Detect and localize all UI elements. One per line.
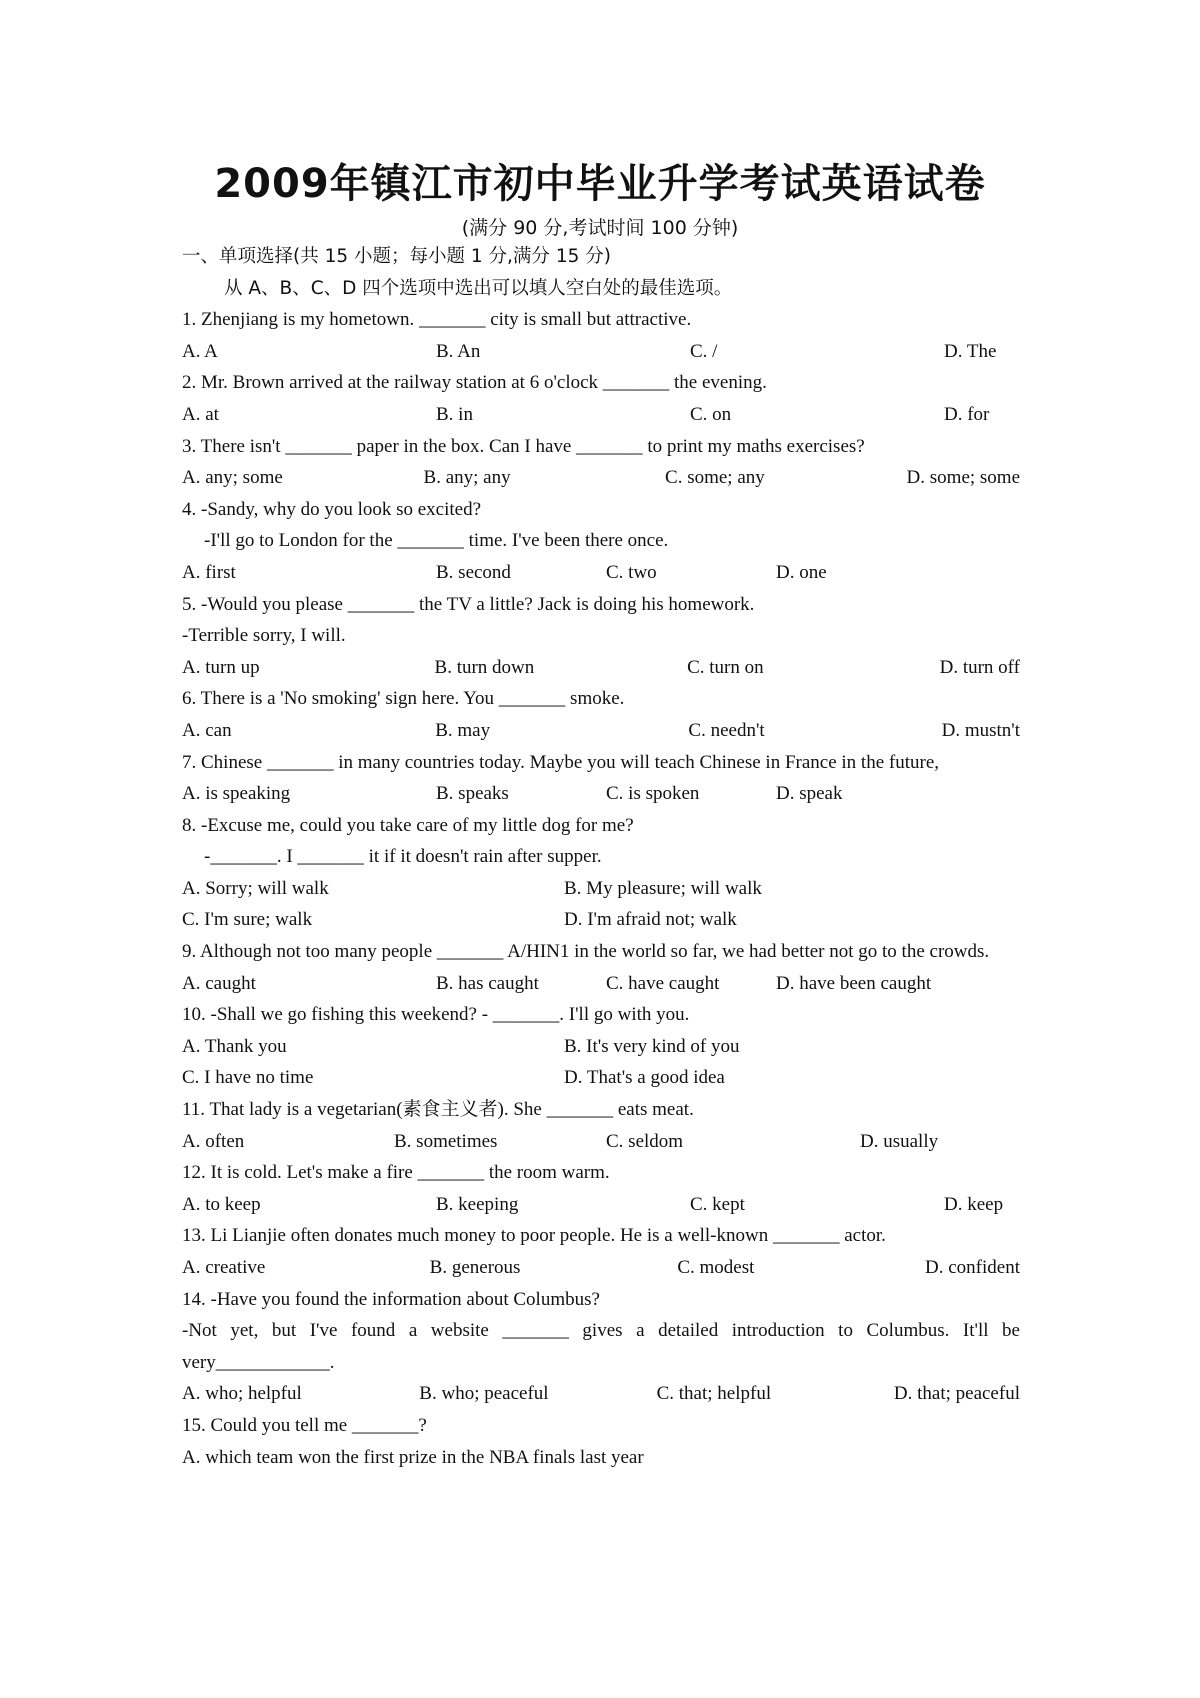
option-b: B. generous	[429, 1257, 521, 1278]
question-options	[182, 652, 1020, 684]
option-a: A. is speaking	[182, 783, 291, 805]
option-a: A. Thank you	[182, 1035, 287, 1057]
question	[182, 1220, 1020, 1283]
option-c: C. some; any	[665, 467, 765, 489]
option-c: C. have caught	[606, 972, 720, 994]
question-text: -_______. I _______ it if it doesn't rain after supper.	[204, 846, 602, 868]
option-c: C. I have no time	[182, 1067, 314, 1089]
option-d: D. The	[944, 340, 997, 362]
option-b: B. turn down	[434, 656, 535, 678]
option-b: B. speaks	[436, 783, 509, 805]
question-options	[182, 1031, 1020, 1063]
option-b: B. My pleasure; will walk	[564, 877, 762, 899]
option-b: B. keeping	[436, 1193, 519, 1215]
option-c: C. turn on	[687, 656, 764, 678]
option-d: D. some; some	[906, 467, 1021, 489]
question-options	[182, 873, 1020, 905]
option-c: C. two	[606, 561, 657, 583]
question-text: 4. -Sandy, why do you look so excited?	[182, 498, 482, 520]
option-b: B. It's very kind of you	[564, 1035, 740, 1057]
option-d: D. speak	[776, 783, 843, 805]
option-a: A. turn up	[182, 656, 260, 678]
question-text: -Not yet, but I've found a website _______ gives a detailed introduction to Columbus. It'll be very____________.	[182, 1320, 1020, 1373]
question-text: 2. Mr. Brown arrived at the railway station at 6 o'clock _______ the evening.	[182, 372, 767, 394]
question-options	[182, 715, 1020, 747]
question-options	[182, 904, 1020, 936]
option-a: A. Sorry; will walk	[182, 877, 329, 899]
option-a: A. first	[182, 561, 236, 583]
option-d: D. that; peaceful	[893, 1383, 1020, 1405]
question-options	[182, 1252, 1020, 1284]
option-a: A. to keep	[182, 1193, 261, 1215]
question-options	[182, 557, 1020, 589]
question	[182, 431, 1020, 494]
option-b: B. any; any	[423, 467, 511, 489]
option-a: A. which team won the first prize in the NBA finals last year	[182, 1446, 644, 1468]
option-b: B. An	[436, 340, 481, 362]
option-c: C. that; helpful	[656, 1383, 772, 1405]
option-b: B. sometimes	[394, 1130, 498, 1152]
option-b: B. may	[435, 719, 491, 741]
option-c: C. is spoken	[606, 783, 700, 805]
question-options	[182, 968, 1020, 1000]
section-instruction: 从 A、B、C、D 四个选项中选出可以填人空白处的最佳选项。	[224, 277, 733, 299]
option-a: A. creative	[182, 1257, 266, 1278]
question-options	[182, 1189, 1020, 1221]
question-options	[182, 462, 1020, 494]
option-b: B. in	[436, 403, 473, 425]
question	[182, 810, 1020, 936]
question	[182, 1284, 1020, 1410]
option-d: D. usually	[860, 1130, 939, 1152]
question-text: -Terrible sorry, I will.	[182, 625, 346, 647]
question-text: 6. There is a 'No smoking' sign here. You _______ smoke.	[182, 688, 625, 710]
option-b: B. second	[436, 561, 511, 583]
page-subtitle: (满分 90 分,考试时间 100 分钟)	[461, 217, 739, 239]
question-text: 11. That lady is a vegetarian(素食主义者). She _______ eats meat.	[182, 1099, 694, 1121]
question-text: 14. -Have you found the information about Columbus?	[182, 1288, 600, 1310]
page-title: 2009年镇江市初中毕业升学考试英语试卷	[214, 161, 986, 207]
option-c: C. kept	[690, 1193, 745, 1215]
question-text: 12. It is cold. Let's make a fire _______ the room warm.	[182, 1162, 610, 1184]
question-text: 3. There isn't _______ paper in the box. Can I have _______ to print my maths exercises?	[182, 435, 865, 457]
option-d: D. for	[944, 403, 990, 425]
question-text: 13. Li Lianjie often donates much money to poor people. He is a well-known _______ actor.	[182, 1225, 886, 1247]
option-c: C. seldom	[606, 1130, 684, 1152]
question	[182, 1094, 1020, 1157]
question-text: -I'll go to London for the _______ time. I've been there once.	[204, 530, 669, 552]
option-d: D. mustn't	[941, 719, 1020, 741]
question-text: 10. -Shall we go fishing this weekend? - _______. I'll go with you.	[182, 1004, 690, 1026]
question-text: 7. Chinese _______ in many countries today. Maybe you will teach Chinese in France in the future,	[182, 751, 940, 773]
question-text: 5. -Would you please _______ the TV a little? Jack is doing his homework.	[182, 593, 755, 615]
question-text: 8. -Excuse me, could you take care of my little dog for me?	[182, 814, 634, 836]
option-d: D. have been caught	[776, 972, 932, 994]
option-c: C. modest	[677, 1257, 755, 1278]
option-c: C. needn't	[688, 719, 765, 741]
option-c: C. on	[690, 403, 732, 425]
question	[182, 683, 1020, 746]
question	[182, 936, 1020, 999]
question	[182, 304, 1020, 367]
option-d: D. keep	[944, 1193, 1004, 1215]
option-d: D. turn off	[939, 656, 1020, 678]
question	[182, 747, 1020, 810]
question-options	[182, 1378, 1020, 1410]
option-d: D. one	[776, 561, 827, 583]
question-options	[182, 778, 1020, 810]
question	[182, 999, 1020, 1094]
option-c: C. I'm sure; walk	[182, 909, 313, 931]
section-heading: 一、单项选择(共 15 小题；每小题 1 分,满分 15 分)	[182, 246, 611, 267]
option-a: A. can	[182, 719, 232, 741]
option-a: A. often	[182, 1130, 245, 1152]
question-text: 1. Zhenjiang is my hometown. _______ city is small but attractive.	[182, 309, 692, 331]
question-options	[182, 1062, 1020, 1094]
option-a: A. any; some	[182, 467, 283, 489]
option-a: A. at	[182, 403, 219, 425]
question	[182, 589, 1020, 684]
question-options	[182, 1126, 1020, 1158]
option-d: D. I'm afraid not; walk	[564, 909, 737, 931]
option-c: C. /	[690, 340, 718, 362]
option-a: A. A	[182, 340, 218, 362]
question	[182, 494, 1020, 589]
question	[182, 1157, 1020, 1220]
question	[182, 367, 1020, 430]
option-b: B. has caught	[436, 972, 539, 994]
question-text: 9. Although not too many people _______ A/HIN1 in the world so far, we had better not go to the crowds.	[182, 941, 990, 963]
option-a: A. caught	[182, 972, 256, 994]
exam-content	[182, 241, 1020, 1473]
question	[182, 1410, 1020, 1473]
option-b: B. who; peaceful	[419, 1383, 549, 1405]
question-text: 15. Could you tell me _______?	[182, 1414, 427, 1436]
option-a: A. who; helpful	[182, 1383, 302, 1405]
question-options	[182, 399, 1020, 431]
option-d: D. That's a good idea	[564, 1067, 725, 1089]
question-options	[182, 336, 1020, 368]
option-d: D. confident	[925, 1257, 1020, 1278]
